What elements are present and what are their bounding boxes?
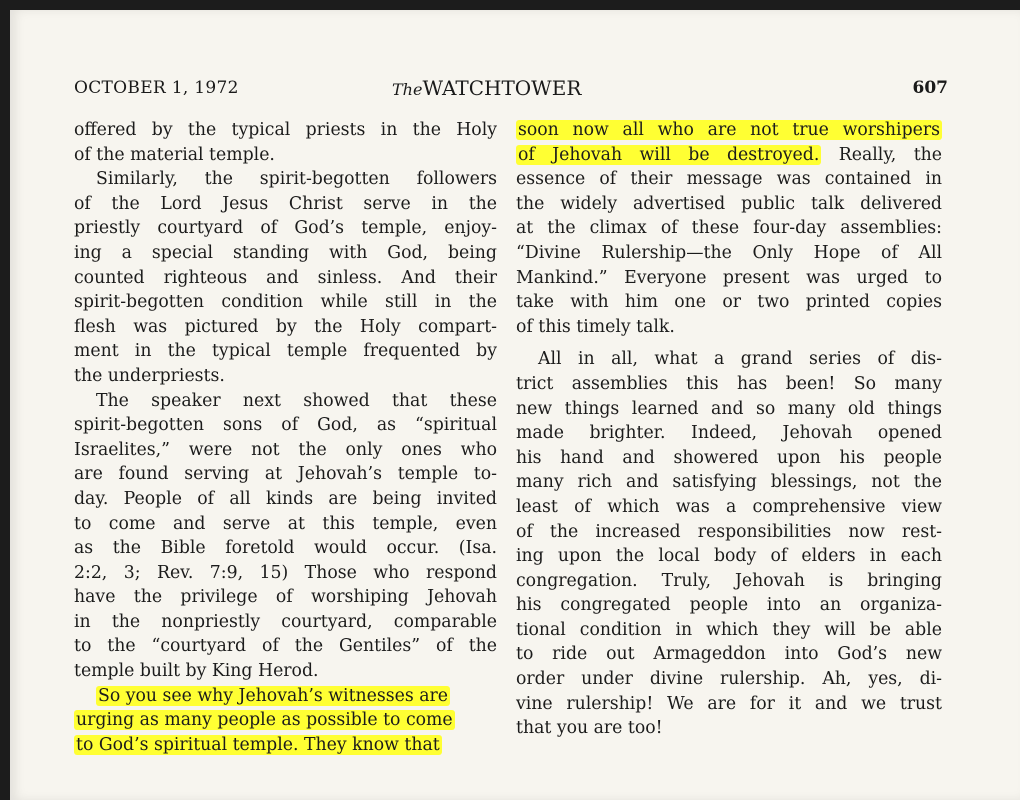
highlighted-text: soon now all who are not true worshipers	[518, 120, 940, 140]
left-column-line: day. People of all kinds are being invited	[74, 488, 497, 509]
right-column-line: Mankind.” Everyone present was urged to	[516, 267, 942, 288]
right-column-line: at the climax of these four-day assemblies:	[516, 218, 942, 239]
right-column-line	[516, 118, 942, 143]
right-column-line: least of which was a comprehensive view	[516, 496, 942, 517]
right-column-line: to ride out Armageddon into God’s new	[516, 644, 942, 665]
magazine-title-prefix: The	[392, 80, 423, 99]
left-column-line: of the material temple.	[74, 144, 275, 165]
right-column-line: new things learned and so many old things	[516, 398, 942, 419]
right-column-line: made brighter. Indeed, Jehovah opened	[516, 423, 942, 444]
left-column-line: are found serving at Jehovah’s temple to-	[74, 464, 497, 485]
right-column-line: essence of their message was contained in	[516, 169, 942, 190]
left-column-line: of the Lord Jesus Christ serve in the	[74, 193, 497, 214]
left-column-line: Similarly, the spirit-begotten followers	[96, 169, 497, 190]
left-column-line: offered by the typical priests in the Holy	[74, 120, 497, 140]
right-column-line: order under divine rulership. Ah, yes, di-	[516, 669, 942, 690]
right-column-line: vine rulership! We are for it and we trust	[516, 693, 942, 714]
right-column-line: tional condition in which they will be able	[516, 619, 942, 640]
right-column	[516, 118, 942, 741]
left-column-line	[74, 733, 497, 758]
left-column-line: ing a special standing with God, being	[74, 242, 497, 263]
body-text: Really, the	[821, 144, 942, 165]
left-column-line: in the nonpriestly courtyard, comparable	[74, 611, 497, 632]
paragraph-gap	[516, 339, 942, 347]
highlighted-text: to God’s spiritual temple. They know that	[76, 734, 440, 755]
left-column-line: temple built by King Herod.	[74, 661, 319, 682]
right-column-line	[516, 143, 942, 168]
highlighted-text: urging as many people as possible to come	[76, 710, 453, 731]
right-column-line: All in all, what a grand series of dis-	[538, 349, 942, 370]
right-column-line: his congregated people into an organiza-	[516, 595, 942, 616]
issue-date: OCTOBER 1, 1972	[74, 78, 239, 98]
right-column-line: his hand and showered upon his people	[516, 447, 942, 468]
right-column-line: that you are too!	[516, 718, 663, 739]
right-column-line: trict assemblies this has been! So many	[516, 373, 942, 394]
magazine-title	[392, 76, 581, 100]
right-column-line: take with him one or two printed copies	[516, 292, 942, 313]
left-column-line: to come and serve at this temple, even	[74, 513, 497, 534]
left-column	[74, 118, 497, 757]
left-column-line: flesh was pictured by the Holy compart-	[74, 316, 497, 337]
right-column-line: “Divine Rulership—the Only Hope of All	[516, 242, 942, 263]
right-column-line: many rich and satisfying blessings, not the	[516, 472, 942, 493]
highlighted-text: of Jehovah will be destroyed.	[518, 144, 820, 165]
left-column-line: priestly courtyard of God’s temple, enjoy-	[74, 218, 497, 239]
left-column-line: have the privilege of worshiping Jehovah	[74, 587, 497, 608]
right-column-line: the widely advertised public talk delivered	[516, 193, 942, 214]
left-column-line: counted righteous and sinless. And their	[74, 267, 497, 288]
highlighted-text: So you see why Jehovah’s witnesses are	[98, 685, 448, 706]
magazine-title-name: WATCHTOWER	[422, 76, 582, 100]
page-number: 607	[912, 78, 948, 98]
left-column-line: the underpriests.	[74, 365, 225, 386]
left-column-line: to the “courtyard of the Gentiles” of the	[74, 636, 497, 657]
left-column-line: spirit-begotten condition while still in the	[74, 292, 497, 313]
page-header	[74, 78, 948, 108]
left-column-line: spirit-begotten sons of God, as “spiritual	[74, 415, 497, 436]
right-column-line: of the increased responsibilities now rest-	[516, 521, 942, 542]
left-column-line: The speaker next showed that these	[96, 390, 497, 411]
left-column-line: 2:2, 3; Rev. 7:9, 15) Those who respond	[74, 562, 497, 583]
right-column-line: congregation. Truly, Jehovah is bringing	[516, 570, 942, 591]
left-column-line: Israelites,” were not the only ones who	[74, 439, 497, 460]
left-column-line	[74, 684, 497, 709]
right-column-line: ing upon the local body of elders in each	[516, 546, 942, 567]
left-column-line	[74, 708, 497, 733]
left-column-line: as the Bible foretold would occur. (Isa.	[74, 538, 497, 559]
left-column-line: ment in the typical temple frequented by	[74, 341, 497, 362]
right-column-line: of this timely talk.	[516, 316, 675, 337]
document-page	[10, 10, 1020, 800]
